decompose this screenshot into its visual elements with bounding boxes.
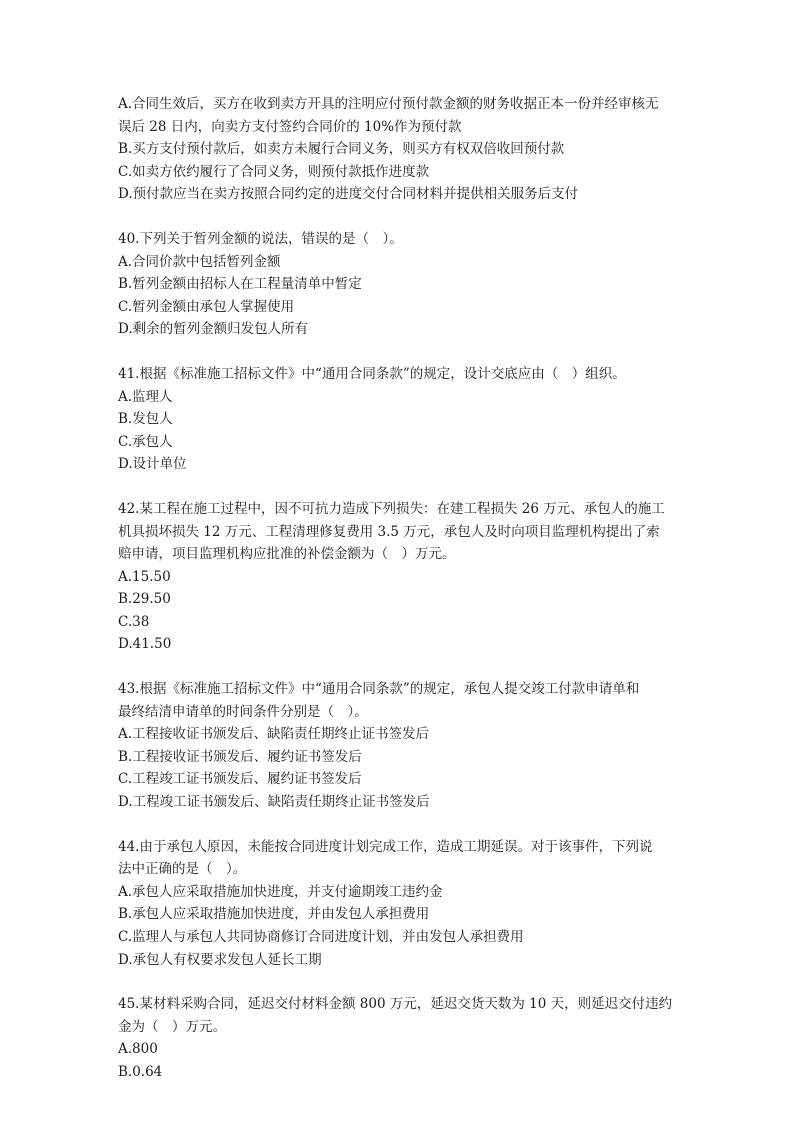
question-40 [118,228,698,341]
option-c: C.暂列金额由承包人掌握使用 [118,298,295,315]
option-b: B.0.64 [118,1063,163,1080]
question-list [118,93,698,1106]
question-stem: 41.根据《标准施工招标文件》中“通用合同条款”的规定，设计交底应由（ ）组织。 [118,365,626,382]
option-a-line-2: 误后 28 日内，向卖方支付签约合同价的 10%作为预付款 [118,118,462,135]
question-stem-line-2: 金为（ ）万元。 [118,1018,226,1035]
option-b: B.买方支付预付款后，如卖方未履行合同义务，则买方有权双倍收回预付款 [118,141,565,158]
question-stem-line-1: 44.由于承包人原因，未能按合同进度计划完成工作，造成工期延误。对于该事件，下列说 [118,838,653,855]
option-d: D.承包人有权要求发包人延长工期 [118,951,322,968]
option-a: A.合同价款中包括暂列金额 [118,253,281,270]
option-d: D.剩余的暂列金额归发包人所有 [118,321,309,338]
option-a: A.800 [118,1041,158,1058]
option-a: A.承包人应采取措施加快进度，并支付逾期竣工违约金 [118,883,443,900]
question-stem-line-2: 最终结清申请单的时间条件分别是（ ）。 [118,703,368,720]
option-c: C.工程竣工证书颁发后、履约证书签发后 [118,771,362,788]
question-44 [118,836,698,972]
question-45 [118,993,698,1083]
option-c: C.监理人与承包人共同协商修订合同进度计划，并由发包人承担费用 [118,929,524,945]
option-b: B.发包人 [118,411,173,428]
option-a-line-1: A.合同生效后，买方在收到卖方开具的注明应付预付款金额的财务收据正本一份并经审核无 [118,96,659,112]
question-41 [118,363,698,476]
question-stem-line-1: 42.某工程在施工过程中，因不可抗力造成下列损失：在建工程损失 26 万元、承包人的施工 [118,500,665,517]
option-b: B.29.50 [118,591,171,608]
question-stem-line-1: 43.根据《标准施工招标文件》中“通用合同条款”的规定，承包人提交竣工付款申请单和 [118,681,640,698]
question-stem: 40.下列关于暂列金额的说法，错误的是（ ）。 [118,230,403,247]
option-a: A.监理人 [118,388,173,405]
option-b: B.工程接收证书颁发后、履约证书签发后 [118,748,362,765]
option-d: D.工程竣工证书颁发后、缺陷责任期终止证书签发后 [118,794,430,811]
option-d: D.设计单位 [118,456,187,473]
option-d: D.41.50 [118,636,172,653]
option-d: D.预付款应当在卖方按照合同约定的进度交付合同材料并提供相关服务后支付 [118,186,579,203]
option-a: A.工程接收证书颁发后、缺陷责任期终止证书签发后 [118,726,430,743]
option-b: B.承包人应采取措施加快进度，并由发包人承担费用 [118,906,430,923]
question-39-options [118,93,698,206]
question-stem-line-1: 45.某材料采购合同，延迟交付材料金额 800 万元，延迟交货天数为 10 天，则延迟交付违约 [118,996,673,1013]
option-a: A.15.50 [118,568,171,585]
option-c: C.承包人 [118,433,173,450]
option-c: C.38 [118,613,150,630]
question-43 [118,678,698,814]
option-c: C.如卖方依约履行了合同义务，则预付款抵作进度款 [118,163,430,180]
question-stem-line-2: 法中正确的是（ ）。 [118,861,247,878]
question-stem-line-3: 赔申请，项目监理机构应批准的补偿金额为（ ）万元。 [118,546,456,563]
question-42 [118,498,698,656]
question-stem-line-2: 机具损坏损失 12 万元、工程清理修复费用 3.5 万元，承包人及时向项目监理机构提出了索 [118,523,660,540]
option-b: B.暂列金额由招标人在工程量清单中暂定 [118,276,362,293]
